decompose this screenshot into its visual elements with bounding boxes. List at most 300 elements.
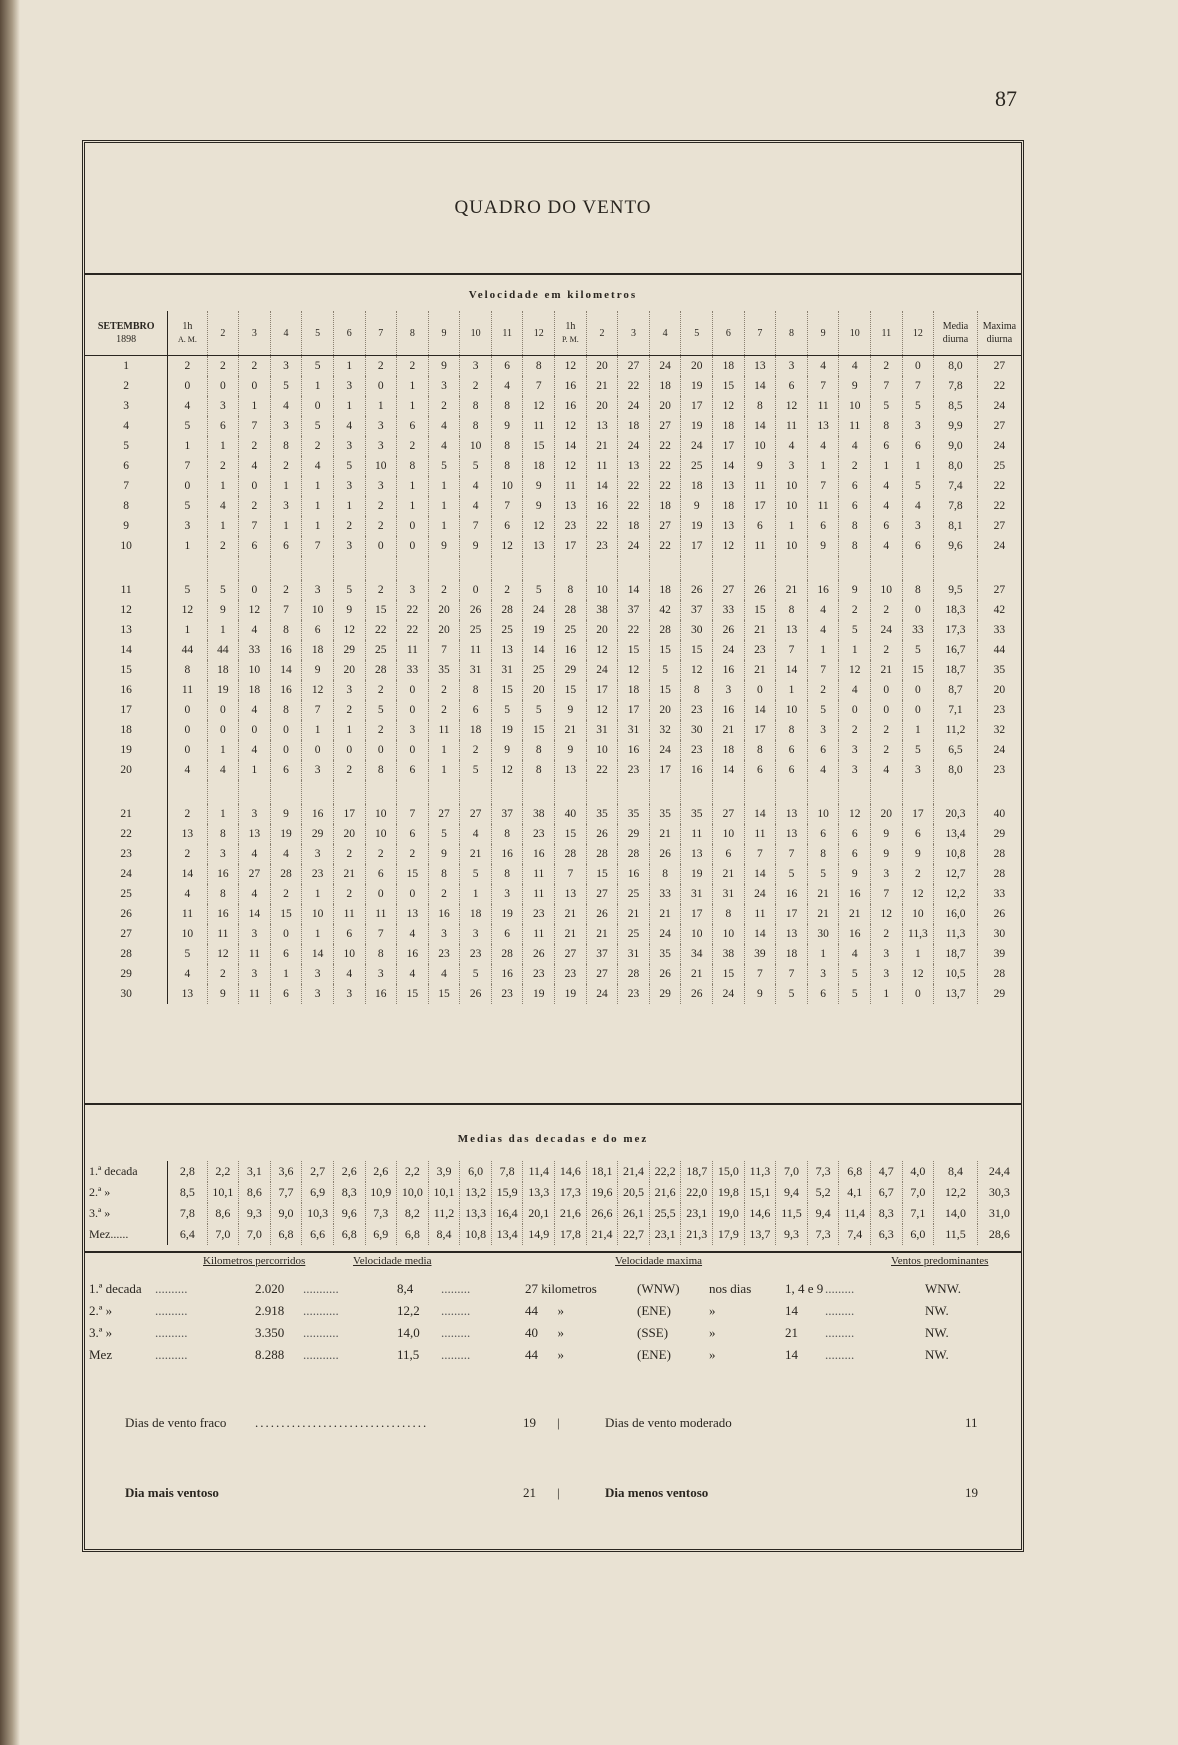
table-row [85,844,1021,864]
hourly-value: 0 [397,884,429,904]
daily-max: 30 [977,924,1021,944]
hourly-value: 21 [618,904,650,924]
hourly-value: 18 [618,516,650,536]
table-row [85,496,1021,516]
hourly-value: 16 [713,700,745,720]
hourly-value: 15 [555,824,587,844]
hourly-value: 7 [491,496,523,516]
average-value: 9,3 [776,1224,808,1245]
hourly-value: 12 [839,660,871,680]
hourly-value: 2 [365,844,397,864]
daily-mean: 16,7 [934,640,978,660]
daily-mean: 20,3 [934,804,978,824]
hourly-value: 21 [807,904,839,924]
average-value: 2,7 [302,1161,334,1182]
hourly-value: 11 [168,680,207,700]
spacer-cell [270,780,302,804]
hourly-value: 8 [491,864,523,884]
hourly-value: 0 [902,680,934,700]
hourly-value: 23 [618,984,650,1004]
hourly-value: 25 [555,620,587,640]
spacer-cell [555,780,587,804]
spacer-cell [491,780,523,804]
hourly-value: 6 [902,436,934,456]
hourly-value: 1 [776,680,808,700]
average-value: 11,5 [776,1203,808,1224]
hourly-value: 22 [586,516,618,536]
leader-dots: .......... [155,1303,188,1318]
hourly-value: 11 [397,640,429,660]
spacer-cell [776,780,808,804]
average-value: 19,8 [713,1182,745,1203]
hourly-value: 9 [491,740,523,760]
average-value: 6,8 [333,1224,365,1245]
spacer-cell [428,556,460,580]
hourly-value: 26 [681,580,713,600]
hourly-value: 5 [207,580,239,600]
hourly-value: 8 [491,456,523,476]
average-value: 7,0 [239,1224,271,1245]
hour-header: 8 [776,311,808,356]
table-row [85,680,1021,700]
hourly-value: 11 [744,904,776,924]
hourly-value: 4 [270,396,302,416]
hourly-value: 33 [713,600,745,620]
hourly-value: 1 [397,476,429,496]
hourly-value: 6 [871,436,903,456]
hourly-value: 26 [681,984,713,1004]
hourly-value: 5 [839,964,871,984]
average-value: 11,4 [523,1161,555,1182]
spacer-cell [239,780,271,804]
hourly-value: 7 [807,476,839,496]
hourly-value: 13 [555,496,587,516]
hourly-value: 11 [744,824,776,844]
vel-max-header: Velocidade maxima [615,1255,703,1267]
spacer-cell [207,556,239,580]
spacer-cell [649,780,681,804]
hourly-value: 1 [839,640,871,660]
leader-dots: ......... [441,1347,471,1362]
hourly-value: 4 [839,356,871,377]
hourly-value: 6 [397,416,429,436]
hourly-value: 6 [807,516,839,536]
hourly-value: 4 [871,536,903,556]
hourly-value: 14 [744,700,776,720]
spacer-cell [168,556,207,580]
hourly-value: 8 [460,396,492,416]
hourly-value: 20 [871,804,903,824]
table-row [85,740,1021,760]
average-value: 9,0 [270,1203,302,1224]
hourly-value: 5 [807,864,839,884]
hourly-value: 27 [649,416,681,436]
hourly-value: 1 [871,456,903,476]
hourly-value: 16 [523,844,555,864]
hourly-value: 5 [649,660,681,680]
hourly-value: 15 [713,376,745,396]
average-value: 22,7 [618,1224,650,1245]
hourly-value: 19 [681,516,713,536]
hourly-value: 5 [270,376,302,396]
hourly-value: 6 [270,944,302,964]
hourly-value: 3 [460,924,492,944]
spacer-cell [871,780,903,804]
hourly-value: 2 [365,720,397,740]
leader-dots: .......... [155,1325,188,1340]
hourly-value: 3 [839,760,871,780]
average-value: 7,4 [839,1224,871,1245]
hourly-value: 22 [618,496,650,516]
hourly-value: 0 [207,700,239,720]
hourly-value: 3 [713,680,745,700]
summary-row [85,1281,1021,1301]
hourly-value: 17 [555,536,587,556]
hourly-value: 1 [365,396,397,416]
hourly-value: 2 [460,740,492,760]
hourly-value: 6 [460,700,492,720]
hourly-value: 7 [902,376,934,396]
hourly-value: 4 [491,376,523,396]
summary-nos: » [709,1347,716,1362]
hourly-value: 5 [523,580,555,600]
hourly-value: 0 [168,476,207,496]
hourly-value: 15 [397,864,429,884]
hourly-value: 9 [744,984,776,1004]
hourly-value: 4 [168,760,207,780]
average-value: 7,3 [807,1224,839,1245]
daily-mean: 7,1 [934,700,978,720]
hourly-value: 3 [460,356,492,377]
hourly-value: 22 [397,620,429,640]
hourly-value: 10 [586,580,618,600]
hourly-value: 8 [744,396,776,416]
day-number: 8 [85,496,168,516]
hourly-value: 16 [270,680,302,700]
hourly-value: 6 [207,416,239,436]
spacer-cell [618,556,650,580]
hourly-value: 1 [807,640,839,660]
hourly-value: 24 [649,356,681,377]
average-value: 10,3 [302,1203,334,1224]
average-max: 31,0 [977,1203,1021,1224]
hourly-value: 11 [807,496,839,516]
hourly-value: 20 [586,396,618,416]
average-value: 6,8 [270,1224,302,1245]
hourly-value: 26 [586,824,618,844]
hourly-value: 2 [168,356,207,377]
hourly-value: 13 [397,904,429,924]
hourly-value: 35 [649,804,681,824]
spacer-cell [491,556,523,580]
hourly-value: 4 [460,824,492,844]
average-value: 14,9 [523,1224,555,1245]
hourly-value: 5 [839,620,871,640]
average-mean: 11,5 [934,1224,978,1245]
hourly-value: 0 [365,884,397,904]
hourly-value: 9 [491,416,523,436]
hourly-value: 4 [871,760,903,780]
hourly-value: 15 [586,864,618,884]
hourly-value: 18 [713,496,745,516]
hourly-value: 2 [270,456,302,476]
hourly-value: 0 [168,376,207,396]
hourly-value: 7 [302,536,334,556]
hourly-value: 18 [618,416,650,436]
hourly-value: 1 [168,536,207,556]
hourly-value: 14 [744,804,776,824]
average-value: 10,1 [428,1182,460,1203]
hourly-value: 7 [428,640,460,660]
hourly-value: 9 [871,844,903,864]
hourly-value: 29 [333,640,365,660]
hourly-value: 5 [491,700,523,720]
hourly-value: 0 [207,720,239,740]
hourly-value: 16 [586,496,618,516]
hourly-value: 9 [428,536,460,556]
hourly-value: 1 [302,516,334,536]
hourly-value: 2 [807,680,839,700]
hourly-value: 31 [586,720,618,740]
average-value: 2,2 [207,1161,239,1182]
hourly-value: 1 [207,436,239,456]
hourly-value: 6 [902,536,934,556]
hourly-value: 1 [333,720,365,740]
hourly-value: 22 [397,600,429,620]
daily-max: 39 [977,944,1021,964]
hourly-value: 28 [555,600,587,620]
spacer-cell [85,780,168,804]
hourly-value: 19 [681,864,713,884]
hourly-value: 9 [428,356,460,377]
average-value: 7,3 [365,1203,397,1224]
hourly-value: 4 [839,944,871,964]
summary-km: 3.350 [255,1325,285,1340]
spacer-cell [333,780,365,804]
hourly-value: 21 [333,864,365,884]
hourly-value: 2 [333,844,365,864]
hourly-value: 12 [839,804,871,824]
hourly-value: 9 [871,824,903,844]
hourly-value: 3 [239,804,271,824]
hourly-value: 27 [586,964,618,984]
spacer-cell [839,780,871,804]
hourly-value: 10 [744,436,776,456]
hourly-value: 8 [460,680,492,700]
table-row [85,864,1021,884]
hourly-value: 4 [333,416,365,436]
spacer-cell [681,556,713,580]
table-row [85,580,1021,600]
hourly-value: 8 [207,884,239,904]
day-number: 21 [85,804,168,824]
average-value: 6,6 [302,1224,334,1245]
hourly-value: 3 [807,720,839,740]
hourly-value: 19 [491,720,523,740]
table-row [85,376,1021,396]
average-value: 7,0 [207,1224,239,1245]
hourly-value: 7 [744,964,776,984]
table-row [85,760,1021,780]
average-value: 4,7 [871,1161,903,1182]
day-number: 1 [85,356,168,377]
hourly-value: 16 [681,760,713,780]
hourly-value: 2 [397,356,429,377]
hourly-value: 9 [555,700,587,720]
hourly-value: 14 [744,924,776,944]
average-value: 6,0 [460,1161,492,1182]
pm-label: P. M. [562,335,579,344]
hourly-value: 4 [807,760,839,780]
average-mean: 8,4 [934,1161,978,1182]
hourly-value: 26 [523,944,555,964]
hourly-value: 5 [902,640,934,660]
hourly-value: 1 [302,720,334,740]
average-value: 8,4 [428,1224,460,1245]
spacer-cell [744,556,776,580]
average-value: 6,7 [871,1182,903,1203]
hourly-value: 17 [333,804,365,824]
hourly-value: 20 [649,700,681,720]
hourly-value: 4 [807,600,839,620]
hourly-value: 4 [807,356,839,377]
hourly-value: 10 [713,924,745,944]
daily-max: 40 [977,804,1021,824]
hourly-value: 16 [839,884,871,904]
hourly-value: 23 [555,516,587,536]
hourly-value: 11 [168,904,207,924]
hourly-value: 13 [239,824,271,844]
hourly-value: 0 [397,680,429,700]
hourly-value: 1 [207,476,239,496]
hourly-value: 2 [871,720,903,740]
hourly-value: 1 [428,740,460,760]
day-number: 15 [85,660,168,680]
hourly-value: 15 [681,640,713,660]
table-row [85,476,1021,496]
hour-header: 6 [333,311,365,356]
hourly-value: 11 [523,884,555,904]
hourly-value: 14 [618,580,650,600]
hourly-value: 2 [428,700,460,720]
hourly-value: 3 [776,356,808,377]
hourly-value: 1 [168,436,207,456]
hourly-value: 12 [333,620,365,640]
hourly-value: 14 [523,640,555,660]
hourly-value: 11 [523,864,555,884]
am-label: A. M. [177,335,197,344]
hourly-value: 3 [428,924,460,944]
hourly-value: 15 [270,904,302,924]
hourly-value: 0 [207,376,239,396]
summary-dias: 21 [785,1325,798,1340]
table-row [85,416,1021,436]
daily-mean: 12,2 [934,884,978,904]
average-value: 18,7 [681,1161,713,1182]
decade-separator [85,556,1021,580]
hourly-value: 4 [428,436,460,456]
hourly-value: 19 [523,984,555,1004]
hourly-value: 1 [807,944,839,964]
day-number: 23 [85,844,168,864]
average-value: 3,1 [239,1161,271,1182]
hourly-value: 1 [397,496,429,516]
hourly-value: 1 [239,760,271,780]
hourly-value: 16 [555,640,587,660]
hourly-value: 14 [239,904,271,924]
day-number: 26 [85,904,168,924]
spacer-cell [839,556,871,580]
hourly-value: 17 [586,680,618,700]
hourly-value: 13 [776,620,808,640]
hourly-value: 15 [649,640,681,660]
spacer-cell [270,556,302,580]
hour-header: 9 [428,311,460,356]
hourly-value: 6 [839,824,871,844]
hourly-value: 16 [397,944,429,964]
hourly-value: 21 [713,720,745,740]
daily-max: 22 [977,376,1021,396]
daily-max: 24 [977,396,1021,416]
hourly-value: 4 [871,496,903,516]
hourly-value: 6 [744,516,776,536]
hourly-value: 20 [333,660,365,680]
averages-table [85,1161,1021,1245]
hourly-value: 21 [776,580,808,600]
hourly-value: 3 [270,416,302,436]
day-number: 3 [85,396,168,416]
average-value: 4,1 [839,1182,871,1203]
hourly-value: 6 [839,844,871,864]
day-number: 14 [85,640,168,660]
hourly-value: 20 [586,620,618,640]
hourly-value: 22 [586,760,618,780]
hourly-value: 13 [555,760,587,780]
hourly-value: 1 [207,740,239,760]
hour-header: 10 [460,311,492,356]
hourly-value: 2 [207,456,239,476]
divider [85,273,1021,275]
day-number: 13 [85,620,168,640]
hourly-value: 3 [207,844,239,864]
hourly-value: 31 [681,884,713,904]
summary-row [85,1325,1021,1345]
book-spine [0,0,20,1745]
spacer-cell [902,780,934,804]
hourly-value: 18 [713,740,745,760]
hourly-value: 21 [681,964,713,984]
spacer-cell [523,780,555,804]
hourly-value: 7 [302,700,334,720]
hourly-value: 15 [618,640,650,660]
hourly-value: 21 [839,904,871,924]
hourly-value: 5 [302,416,334,436]
summary-media: 14,0 [397,1325,420,1340]
spacer-cell [902,556,934,580]
hourly-value: 3 [168,516,207,536]
ventos-header: Ventos predominantes [891,1255,989,1267]
spacer-cell [460,780,492,804]
hourly-value: 16 [428,904,460,924]
hourly-value: 5 [428,824,460,844]
average-value: 20,1 [523,1203,555,1224]
daily-wind-table [85,311,1021,1004]
hourly-value: 10 [239,660,271,680]
average-value: 5,2 [807,1182,839,1203]
hourly-value: 9 [555,740,587,760]
hourly-value: 14 [713,456,745,476]
hourly-value: 3 [302,760,334,780]
